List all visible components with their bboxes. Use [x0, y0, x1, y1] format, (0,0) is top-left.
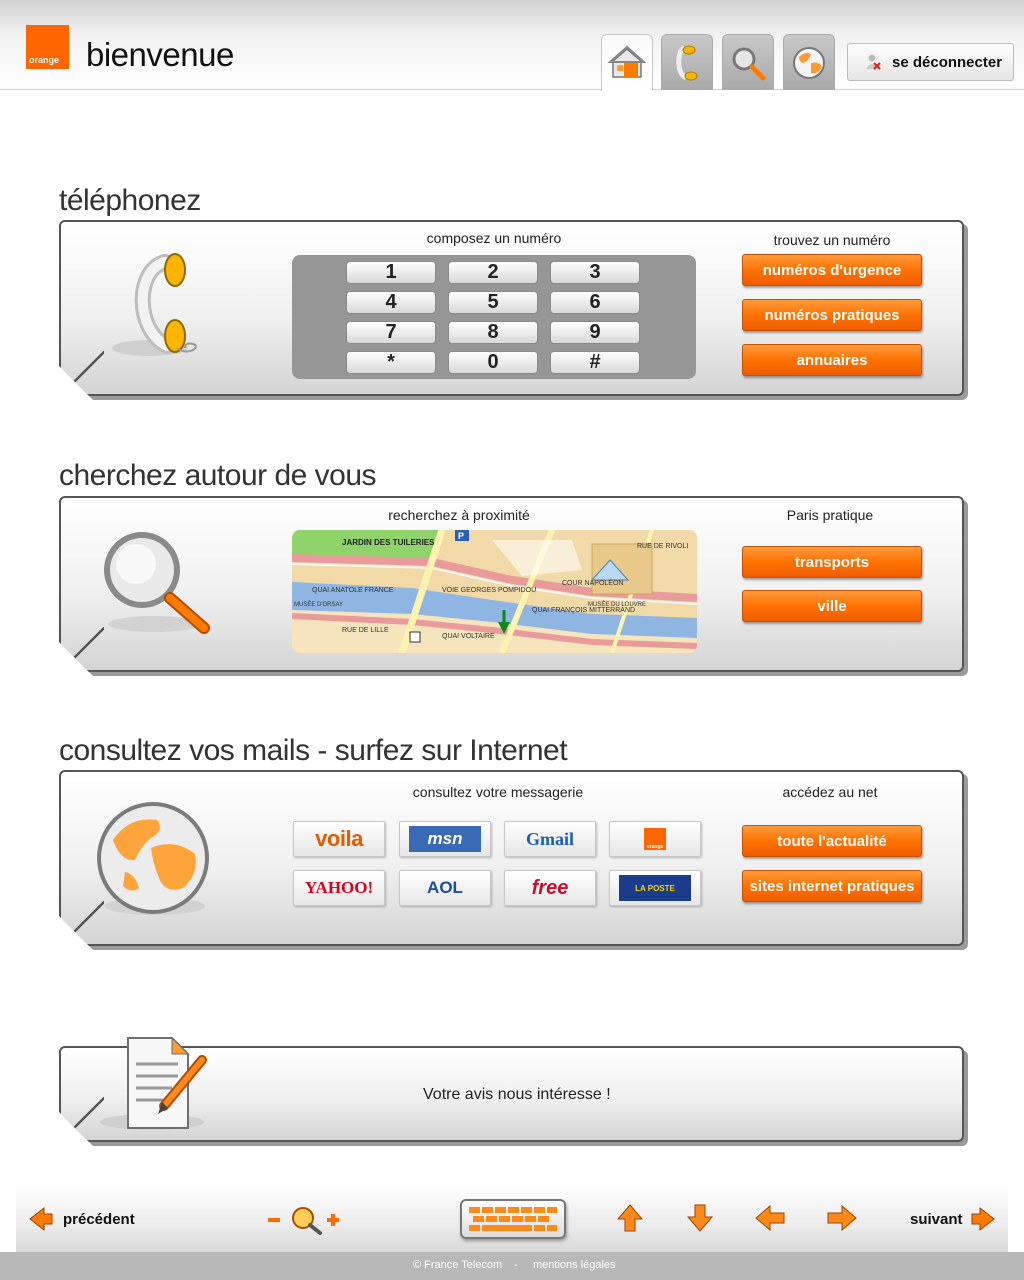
voila-text: voila — [315, 826, 363, 851]
key-star[interactable]: * — [346, 351, 436, 374]
arrow-right-icon[interactable] — [826, 1204, 858, 1232]
yahoo-text: YAHOO! — [304, 878, 374, 897]
directories-button[interactable]: annuaires — [742, 344, 922, 376]
section-title-telephone: téléphonez — [59, 184, 201, 217]
find-number-label: trouvez un numéro — [773, 232, 891, 248]
key-1[interactable]: 1 — [346, 261, 436, 284]
map-label-rivoli: RUE DE RIVOLI — [637, 543, 689, 550]
map[interactable] — [292, 530, 697, 653]
footer — [0, 1252, 1024, 1280]
arrow-down-icon[interactable] — [686, 1203, 714, 1233]
keypad — [292, 255, 696, 379]
nearby-label: recherchez à proximité — [388, 507, 530, 523]
city-button[interactable]: ville — [742, 590, 922, 622]
next-button[interactable]: suivant — [910, 1211, 963, 1228]
key-3[interactable]: 3 — [550, 261, 640, 284]
phone-handset-icon — [105, 250, 215, 365]
dial-label: composez un numéro — [426, 230, 562, 246]
key-6[interactable]: 6 — [550, 291, 640, 314]
yahoo-logo[interactable] — [293, 870, 385, 906]
mail-label: consultez votre messagerie — [412, 784, 584, 800]
map-label-louvre: MUSÉE DU LOUVRE — [588, 602, 647, 608]
orange-mail-text: orange — [644, 828, 666, 850]
gmail-text: Gmail — [526, 828, 574, 849]
orange-logo[interactable] — [26, 25, 69, 69]
aol-text: AOL — [427, 878, 463, 897]
magnifier-icon — [728, 43, 768, 83]
globe-icon — [789, 43, 829, 83]
laposte-text: LA POSTE — [619, 875, 691, 901]
key-9[interactable]: 9 — [550, 321, 640, 344]
map-label-napoleon: COUR NAPOLÉON — [562, 580, 624, 587]
next-arrow-icon[interactable] — [970, 1206, 996, 1232]
map-graphic — [292, 530, 697, 653]
tab-phone[interactable] — [661, 34, 713, 90]
msn-logo[interactable] — [399, 821, 491, 857]
net-label: accédez au net — [782, 784, 878, 800]
keyboard-button[interactable] — [460, 1199, 566, 1239]
map-label-mitterrand: QUAI FRANÇOIS MITTERRAND — [532, 607, 636, 614]
free-text: free — [531, 876, 569, 899]
aol-logo[interactable] — [399, 870, 491, 906]
paris-label: Paris pratique — [786, 507, 874, 523]
news-button[interactable]: toute l'actualité — [742, 825, 922, 857]
msn-text: msn — [409, 826, 481, 852]
tab-search[interactable] — [722, 34, 774, 90]
feedback-icon — [92, 1036, 214, 1134]
free-logo[interactable] — [504, 870, 596, 906]
tab-home[interactable] — [601, 34, 653, 91]
map-parking-label: P — [458, 531, 465, 541]
arrow-left-icon[interactable] — [754, 1204, 786, 1232]
page-title: bienvenue — [86, 36, 234, 73]
logout-label: se déconnecter — [892, 53, 1003, 71]
map-label-pompidou: VOIE GEORGES POMPIDOU — [442, 587, 537, 594]
key-4[interactable]: 4 — [346, 291, 436, 314]
feedback-text[interactable]: Votre avis nous intéresse ! — [423, 1086, 611, 1103]
key-8[interactable]: 8 — [448, 321, 538, 344]
arrow-up-icon[interactable] — [616, 1203, 644, 1233]
logo-text: orange — [29, 55, 60, 65]
key-7[interactable]: 7 — [346, 321, 436, 344]
legal-link[interactable]: mentions légales — [533, 1259, 616, 1271]
voila-logo[interactable] — [293, 821, 385, 857]
previous-arrow-icon[interactable] — [28, 1206, 54, 1232]
map-label-orsay: MUSÉE D'ORSAY — [294, 602, 344, 608]
previous-button[interactable]: précédent — [63, 1211, 135, 1228]
logout-button[interactable] — [847, 43, 1014, 81]
key-hash[interactable]: # — [550, 351, 640, 374]
logout-icon — [864, 53, 882, 71]
key-5[interactable]: 5 — [448, 291, 538, 314]
key-0[interactable]: 0 — [448, 351, 538, 374]
gmail-logo[interactable] — [504, 821, 596, 857]
tab-internet[interactable] — [783, 34, 835, 90]
footer-separator: - — [514, 1259, 518, 1271]
section-title-mails: consultez vos mails - surfez sur Internet — [59, 734, 568, 767]
useful-sites-button[interactable]: sites internet pratiques — [742, 870, 922, 902]
map-label-tuileries: JARDIN DES TUILERIES — [342, 538, 435, 547]
map-label-lille: RUE DE LILLE — [342, 627, 389, 634]
orange-mail-logo[interactable] — [609, 821, 701, 857]
phone-icon — [669, 43, 705, 83]
emergency-numbers-button[interactable]: numéros d'urgence — [742, 254, 922, 286]
key-2[interactable]: 2 — [448, 261, 538, 284]
globe-large-icon — [95, 802, 215, 920]
keyboard-icon — [469, 1207, 557, 1231]
map-label-anatole: QUAI ANATOLE FRANCE — [312, 587, 394, 594]
header — [0, 0, 1024, 90]
magnifier-large-icon — [98, 524, 216, 639]
laposte-logo[interactable] — [609, 870, 701, 906]
useful-numbers-button[interactable]: numéros pratiques — [742, 299, 922, 331]
map-label-voltaire: QUAI VOLTAIRE — [442, 633, 495, 640]
section-title-around: cherchez autour de vous — [59, 459, 377, 492]
zoom-control[interactable] — [267, 1205, 343, 1235]
transports-button[interactable]: transports — [742, 546, 922, 578]
copyright: © France Telecom — [413, 1259, 503, 1271]
home-icon — [607, 43, 647, 83]
